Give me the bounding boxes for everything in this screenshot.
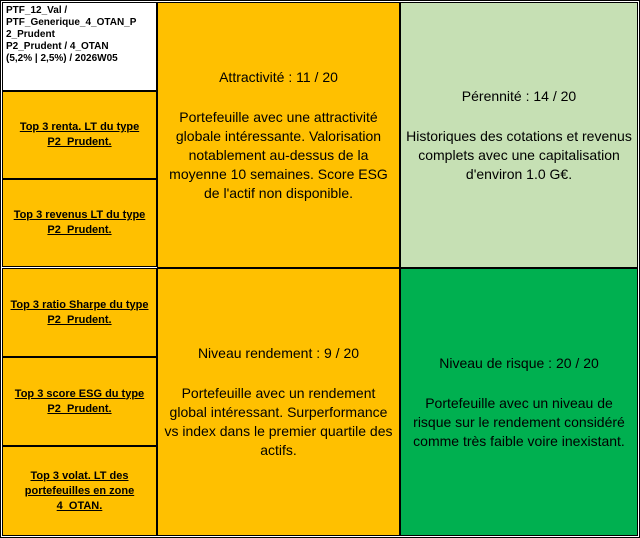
rendement-panel [157,268,400,536]
header-line-3: 2_Prudent [6,29,55,40]
risque-panel [400,268,638,536]
rendement-title: Niveau rendement : 9 / 20 [197,345,360,361]
link-cell-top-volat [2,446,157,536]
header-line-5: (5,2% | 2,5%) / 2026W05 [6,53,118,64]
perennite-panel [400,2,638,268]
link-cell-top-revenus [2,179,157,267]
link-cell-top-esg [2,357,157,446]
link-cell-top-renta [2,91,157,179]
attractivite-panel [157,2,400,268]
attractivite-description: Portefeuille avec une attractivité globale intéressante. Valorisation notablement au-dessus de la moyenne 10 semaines. Score ESG de l'actif non disponible. [169,108,388,201]
risque-description: Portefeuille avec un niveau de risque sur le rendement considéré comme très faible voire inexistant. [413,394,625,449]
top-sharpe-link[interactable]: Top 3 ratio Sharpe du type P2_Prudent. [10,298,149,326]
attractivite-title: Attractivité : 11 / 20 [219,68,338,85]
top-revenus-link[interactable]: Top 3 revenus LT du type P2_Prudent. [13,209,146,236]
top-renta-link[interactable]: Top 3 renta. LT du type P2_Prudent. [19,121,140,148]
header-line-4: P2_Prudent / 4_OTAN [6,41,109,52]
perennite-description: Historiques des cotations et revenus complets avec une capitalisation d'environ 1.0 G€. [406,127,632,182]
header-line-2: PTF_Generique_4_OTAN_P [6,17,137,28]
perennite-title: Pérennité : 14 / 20 [461,87,577,104]
top-esg-link[interactable]: Top 3 score ESG du type P2_Prudent. [14,387,145,415]
portfolio-header [2,2,157,91]
link-cell-top-sharpe [2,268,157,357]
risque-title: Niveau de risque : 20 / 20 [439,354,599,371]
header-line-1: PTF_12_Val / [6,5,68,16]
rendement-description: Portefeuille avec un rendement global intéressant. Surperformance vs index dans le premier quartile des actifs. [164,385,393,458]
top-volat-link[interactable]: Top 3 volat. LT des portefeuilles en zone 4_OTAN. [24,469,135,512]
